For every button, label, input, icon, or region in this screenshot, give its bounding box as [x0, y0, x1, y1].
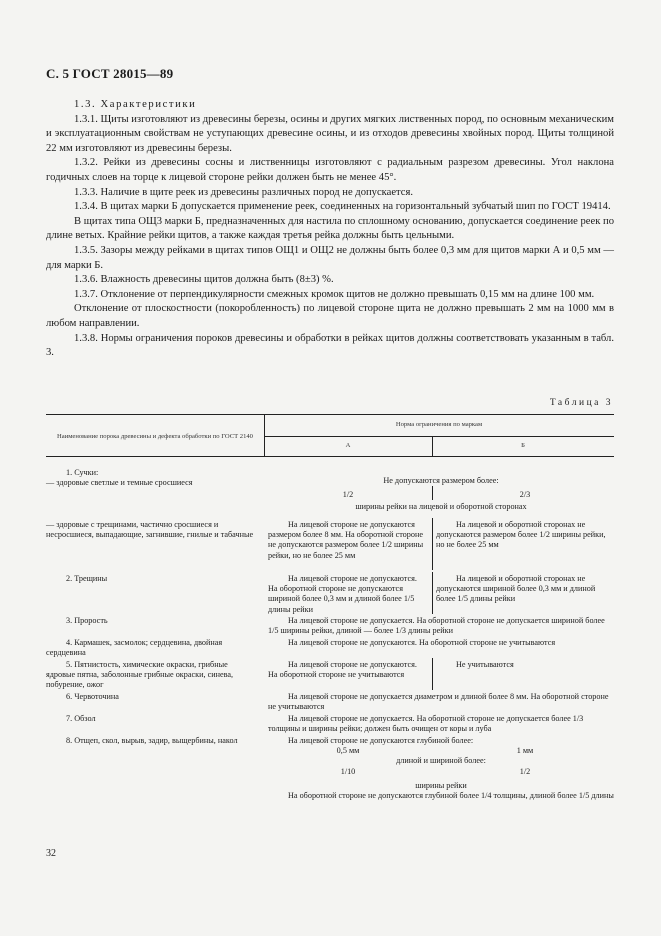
defect-name: 3. Прорость [66, 616, 108, 625]
defect-name: 2. Трещины [66, 574, 108, 583]
paragraph: В щитах типа ОЩ3 марки Б, предназначенных для настила по сплошному основанию, допускается соединение реек по длине ветых. Крайние рейки щитов, а также каждая третья рейка должны быть цельными. [46, 215, 614, 242]
defect-name: 1. Сучки: [66, 468, 99, 477]
defect-name: 4. Кармашек, засмолок; сердцевина, двойная сердцевина [46, 638, 223, 658]
norm-b: На лицевой и оборотной сторонах не допускаются размером более 1/2 ширины рейки, но не более 25 мм [436, 520, 606, 550]
norm-text: На лицевой стороне не допускается. На оборотной стороне не допускается более 1/3 толщины и ширины рейки; должен быть очищен от коры и луба [268, 714, 584, 734]
column-header-defect: Наименование порока древесины и дефекта обработки по ГОСТ 2140 [57, 433, 253, 440]
column-header-b: Б [521, 442, 525, 449]
paragraph: 1.3.6. Влажность древесины щитов должна быть (8±3) %. [74, 274, 334, 286]
paragraph: 1.3.5. Зазоры между рейками в щитах типов ОЩ1 и ОЩ2 не должны быть более 0,3 мм для щитов марки А и 0,5 мм — для марки Б. [46, 244, 614, 271]
norm-text: длиной и шириной более: [396, 756, 486, 765]
norm-text: На лицевой стороне не допускаются. На оборотной стороне не учитываются [288, 638, 556, 647]
body-text [46, 98, 614, 361]
paragraph: 1.3.4. В щитах марки Б допускается применение реек, соединенных на горизонтальный зубчатый шип по ГОСТ 19414. [74, 201, 611, 213]
table-rule [264, 436, 614, 437]
page-number: 32 [46, 848, 56, 859]
table-rule [46, 414, 614, 415]
norm-text: ширины рейки на лицевой и оборотной сторонах [355, 502, 527, 511]
norm-a: На лицевой стороне не допускаются размером более 8 мм. На оборотной стороне не допускаются размером более 1/2 ширины рейки, но не более 25 мм [268, 520, 424, 560]
section-heading: 1.3. Характеристики [74, 99, 197, 110]
norm-text: На лицевой стороне не допускаются глубиной более: [288, 736, 474, 745]
paragraph: 1.3.2. Рейки из древесины сосны и лиственницы изготовляют с радиальным разрезом древесины. Угол наклона годичных слоев на торце к лицевой стороне рейки должен быть не менее 45°. [46, 157, 614, 183]
table-rule [432, 572, 433, 614]
norm-text: На оборотной стороне не допускаются глубиной более 1/4 толщины, длиной более 1/5 длины [288, 791, 614, 800]
defect-name: 8. Отщеп, скол, вырыв, задир, выщербины, накол [66, 736, 238, 745]
defect-name: — здоровые с трещинами, частично сросшиеся и несросшиеся, выпадающие, загнившие, гнилые и табачные [46, 520, 254, 540]
norm-b: На лицевой и оборотной сторонах не допускаются шириной более 0,3 мм и длиной более 1/5 длины рейки [436, 574, 596, 604]
page-header: С. 5 ГОСТ 28015—89 [46, 66, 174, 81]
norm-a: 0,5 мм [336, 746, 360, 755]
norm-text: ширины рейки [415, 781, 467, 790]
table-rule [432, 486, 433, 500]
table-rule [432, 518, 433, 570]
defect-name: 7. Обзол [66, 714, 96, 723]
defect-name: — здоровые светлые и темные сросшиеся [46, 478, 193, 487]
column-header-group: Норма ограничения по маркам [395, 421, 483, 428]
norm-text: На лицевой стороне не допускается диаметром и длиной более 8 мм. На оборотной стороне не учитываются [268, 692, 609, 712]
table-caption: Таблица 3 [549, 398, 613, 408]
norm-text: Не допускаются размером более: [383, 476, 499, 485]
paragraph: 1.3.8. Нормы ограничения пороков древесины и обработки в рейках щитов должны соответствовать указанным в табл. 3. [46, 332, 614, 359]
norm-a: На лицевой стороне не допускаются. На оборотной стороне не допускаются шириной более 0,3 мм и длиной более 1/5 длины рейки [268, 574, 417, 614]
paragraph: 1.3.1. Щиты изготовляют из древесины березы, осины и других мягких лиственных пород, по основным механическим и эксплуатационным свойствам не уступающих древесине осины, и из отходов древесины хвойных пород. Щиты толщиной 22 мм изготовляют из древесины березы. [46, 113, 614, 154]
norm-b: 1 мм [516, 746, 534, 755]
norm-a: 1/2 [342, 490, 354, 499]
paragraph: 1.3.3. Наличие в щите реек из древесины различных пород не допускается. [74, 186, 414, 198]
defect-name: 5. Пятнистость, химические окраски, грибные ядровые пятна, заболонные грибные окраски, синева, побурение, ожог [46, 660, 234, 690]
table-rule [46, 456, 614, 457]
norm-text: На лицевой стороне не допускается. На оборотной стороне не допускается шириной более 1/5 ширины рейки, длиной — более 1/3 длины рейки [268, 616, 605, 636]
column-header-a: А [345, 442, 351, 449]
norm-a: На лицевой стороне не допускаются. На оборотной стороне не учитываются [268, 660, 417, 680]
norm-b: 2/3 [519, 490, 531, 499]
paragraph: Отклонение от плоскостности (покоробленность) по лицевой стороне щита не должно превышать 2 мм на 1000 мм в любом направлении. [46, 303, 614, 329]
paragraph: 1.3.7. Отклонение от перпендикулярности смежных кромок щитов не должно превышать 0,15 мм на длине 100 мм. [74, 288, 595, 300]
norm-b: Не учитываются [456, 660, 514, 669]
table-rule [432, 658, 433, 690]
norm-a: 1/10 [340, 767, 356, 776]
norm-b: 1/2 [519, 767, 531, 776]
defect-name: 6. Червоточина [66, 692, 119, 701]
